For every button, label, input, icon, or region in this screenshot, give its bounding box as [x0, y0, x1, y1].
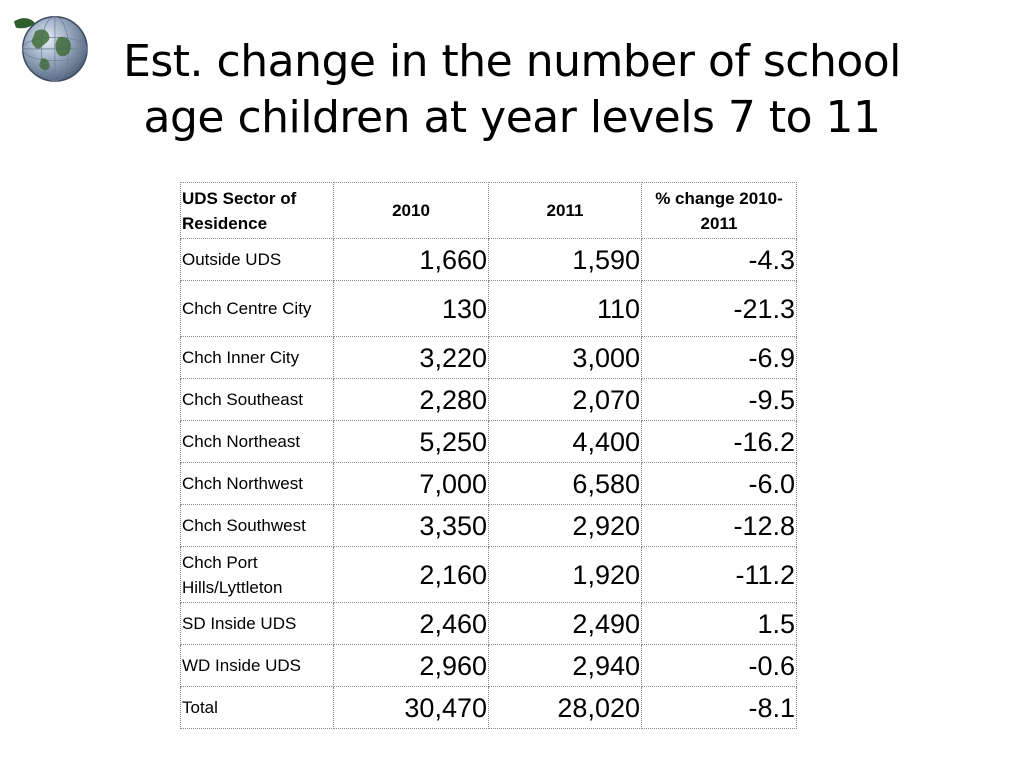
table-row	[181, 281, 797, 337]
value-2011-cell: 2,070	[489, 379, 642, 421]
sector-cell: Chch Southeast	[181, 379, 334, 421]
value-2010-cell: 3,220	[334, 337, 489, 379]
table-row	[181, 645, 797, 687]
value-2010-cell: 7,000	[334, 463, 489, 505]
column-header-sector: UDS Sector of Residence	[181, 183, 334, 239]
sector-cell: Chch Southwest	[181, 505, 334, 547]
value-2010-cell: 2,460	[334, 603, 489, 645]
column-header-percent-change: % change 2010-2011	[642, 183, 797, 239]
percent-change-cell: -6.0	[642, 463, 797, 505]
value-2010-cell: 2,960	[334, 645, 489, 687]
percent-change-cell: -12.8	[642, 505, 797, 547]
table-row	[181, 505, 797, 547]
percent-change-cell: -9.5	[642, 379, 797, 421]
value-2010-cell: 2,160	[334, 547, 489, 603]
sector-cell: Chch Port Hills/Lyttleton	[181, 547, 334, 603]
percent-change-cell: -16.2	[642, 421, 797, 463]
value-2011-cell: 6,580	[489, 463, 642, 505]
sector-cell: Chch Northwest	[181, 463, 334, 505]
table-row	[181, 547, 797, 603]
percent-change-cell: -11.2	[642, 547, 797, 603]
table-row	[181, 421, 797, 463]
column-header-2010: 2010	[334, 183, 489, 239]
table-row-total	[181, 687, 797, 729]
percent-change-cell: -21.3	[642, 281, 797, 337]
table-header-row	[181, 183, 797, 239]
value-2011-cell: 2,490	[489, 603, 642, 645]
value-2010-cell: 3,350	[334, 505, 489, 547]
value-2011-cell: 1,920	[489, 547, 642, 603]
value-2011-cell: 4,400	[489, 421, 642, 463]
sector-cell: SD Inside UDS	[181, 603, 334, 645]
value-2010-cell: 130	[334, 281, 489, 337]
table-row	[181, 463, 797, 505]
percent-change-cell: -0.6	[642, 645, 797, 687]
school-age-change-table	[180, 182, 797, 729]
table-row	[181, 603, 797, 645]
table-row	[181, 379, 797, 421]
value-2011-cell: 110	[489, 281, 642, 337]
value-2011-cell: 1,590	[489, 239, 642, 281]
slide-title-line-1: Est. change in the number of school	[123, 36, 901, 87]
value-2011-cell: 28,020	[489, 687, 642, 729]
percent-change-cell: 1.5	[642, 603, 797, 645]
slide-title-line-2: age children at year levels 7 to 11	[143, 92, 881, 143]
value-2011-cell: 2,940	[489, 645, 642, 687]
globe-icon	[12, 8, 90, 86]
sector-cell: Chch Northeast	[181, 421, 334, 463]
slide-title	[90, 34, 934, 146]
value-2010-cell: 2,280	[334, 379, 489, 421]
value-2010-cell: 5,250	[334, 421, 489, 463]
value-2011-cell: 3,000	[489, 337, 642, 379]
sector-cell: Outside UDS	[181, 239, 334, 281]
value-2010-cell: 1,660	[334, 239, 489, 281]
sector-cell: WD Inside UDS	[181, 645, 334, 687]
table-row	[181, 337, 797, 379]
percent-change-cell: -8.1	[642, 687, 797, 729]
value-2010-cell: 30,470	[334, 687, 489, 729]
percent-change-cell: -6.9	[642, 337, 797, 379]
sector-cell: Total	[181, 687, 334, 729]
table-row	[181, 239, 797, 281]
sector-cell: Chch Centre City	[181, 281, 334, 337]
column-header-2011: 2011	[489, 183, 642, 239]
value-2011-cell: 2,920	[489, 505, 642, 547]
sector-cell: Chch Inner City	[181, 337, 334, 379]
percent-change-cell: -4.3	[642, 239, 797, 281]
